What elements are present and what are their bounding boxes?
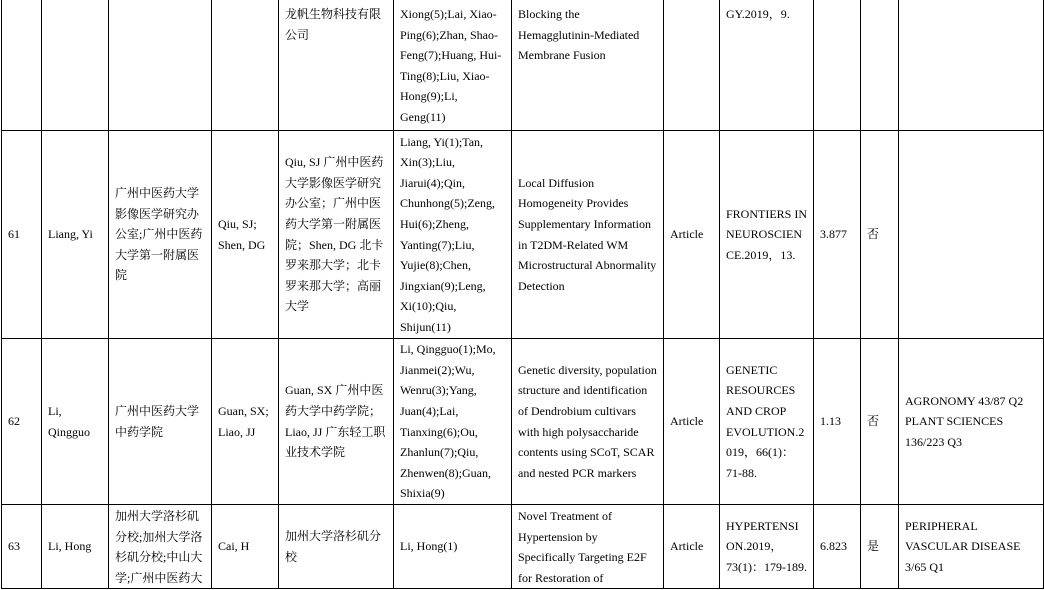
cell-authors: Li, Hong(1) xyxy=(394,505,512,589)
cell-no: 63 xyxy=(2,505,42,589)
cell-esi: 否 xyxy=(861,339,899,505)
cell-corr-org: 龙帆生物科技有限公司 xyxy=(279,0,394,131)
cell-author xyxy=(42,0,109,131)
cell-corr: Qiu, SJ; Shen, DG xyxy=(212,131,279,339)
cell-title: Blocking the Hemagglutinin-Mediated Membrane Fusion xyxy=(512,0,664,131)
cell-no: 61 xyxy=(2,131,42,339)
cell-rank xyxy=(899,131,1044,339)
cell-title-text: Novel Treatment of Hypertension by Specifically Targeting E2F for Restoration of xyxy=(518,509,647,585)
cell-if: 1.13 xyxy=(814,339,861,505)
cell-rank: PERIPHERAL VASCULAR DISEASE 3/65 Q1 xyxy=(899,505,1044,589)
cell-corr: Guan, SX; Liao, JJ xyxy=(212,339,279,505)
cell-type: Article xyxy=(664,131,720,339)
cell-rank: AGRONOMY 43/87 Q2 PLANT SCIENCES 136/223 Q3 xyxy=(899,339,1044,505)
cell-title: Genetic diversity, population structure and identification of Dendrobium cultivars with high polysaccharide contents using SCoT, SCAR and nested PCR markers xyxy=(512,339,664,505)
cell-author: Li, Hong xyxy=(42,505,109,589)
cell-source: GENETIC RESOURCES AND CROP EVOLUTION.2019，66(1)：71-88. xyxy=(720,339,814,505)
cell-type xyxy=(664,0,720,131)
cell-org xyxy=(109,0,212,131)
cell-esi xyxy=(861,0,899,131)
cell-corr: Cai, H xyxy=(212,505,279,589)
table-row xyxy=(2,505,1044,589)
cell-type: Article xyxy=(664,339,720,505)
cell-authors: Liang, Yi(1);Tan, Xin(3);Liu, Jiarui(4);Qin, Chunhong(5);Zeng, Hui(6);Zheng, Yanting(7);Liu, Yujie(8);Chen, Jingxian(9);Leng, Xi(10);Qiu, Shijun(11) xyxy=(394,131,512,339)
cell-authors: Xiong(5);Lai, Xiao-Ping(6);Zhan, Shao-Feng(7);Huang, Hui-Ting(8);Liu, Xiao-Hong(9);Li, Geng(11) xyxy=(394,0,512,131)
cell-corr-org: 加州大学洛杉矶分校 xyxy=(279,505,394,589)
cell-title xyxy=(512,505,664,589)
cell-esi: 是 xyxy=(861,505,899,589)
cell-authors: Li, Qingguo(1);Mo, Jianmei(2);Wu, Wenru(3);Yang, Juan(4);Lai, Tianxing(6);Ou, Zhanlun(7);Qiu, Zhenwen(8);Guan, Shixia(9) xyxy=(394,339,512,505)
publication-table xyxy=(1,0,1044,589)
cell-org xyxy=(109,505,212,589)
cell-rank xyxy=(899,0,1044,131)
cell-author: Li, Qingguo xyxy=(42,339,109,505)
table-row xyxy=(2,339,1044,505)
cell-org: 广州中医药大学中药学院 xyxy=(109,339,212,505)
cell-type: Article xyxy=(664,505,720,589)
cell-source: HYPERTENSION.2019，73(1)：179-189. xyxy=(720,505,814,589)
cell-title: Local Diffusion Homogeneity Provides Supplementary Information in T2DM-Related WM Microstructural Abnormality Detection xyxy=(512,131,664,339)
cell-no: 62 xyxy=(2,339,42,505)
cell-source: FRONTIERS IN NEUROSCIENCE.2019，13. xyxy=(720,131,814,339)
cell-corr-org: Guan, SX 广州中医药大学中药学院；Liao, JJ 广东轻工职业技术学院 xyxy=(279,339,394,505)
cell-corr xyxy=(212,0,279,131)
cell-no xyxy=(2,0,42,131)
table-row xyxy=(2,0,1044,131)
cell-if: 6.823 xyxy=(814,505,861,589)
cell-corr-org: Qiu, SJ 广州中医药大学影像医学研究办公室；广州中医药大学第一附属医院；Shen, DG 北卡罗来那大学；北卡罗来那大学；高丽大学 xyxy=(279,131,394,339)
cell-if: 3.877 xyxy=(814,131,861,339)
cell-source: GY.2019，9. xyxy=(720,0,814,131)
cell-author: Liang, Yi xyxy=(42,131,109,339)
cell-if xyxy=(814,0,861,131)
table-row xyxy=(2,131,1044,339)
cell-org: 广州中医药大学影像医学研究办公室;广州中医药大学第一附属医院 xyxy=(109,131,212,339)
cell-org-text: 加州大学洛杉矶分校;加州大学洛杉矶分校;中山大学;广州中医药大 xyxy=(115,509,203,585)
cell-esi: 否 xyxy=(861,131,899,339)
